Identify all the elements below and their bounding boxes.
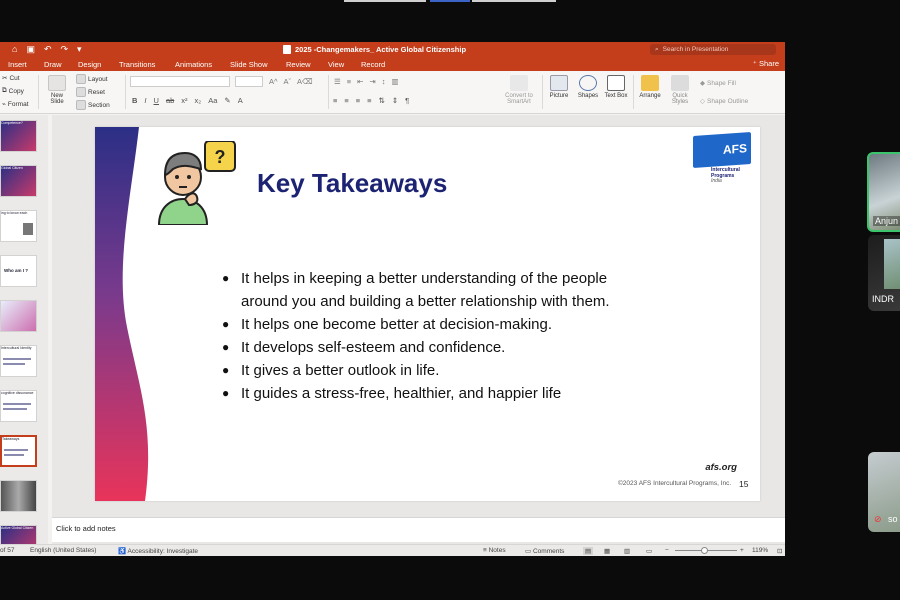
section-label: Section xyxy=(88,101,110,109)
format-label: Format xyxy=(7,100,29,108)
thumbnail-line xyxy=(3,358,31,360)
shape-outline-button[interactable] xyxy=(700,97,748,105)
participant-video-tile[interactable] xyxy=(868,235,900,311)
home-icon[interactable]: ⌂ xyxy=(12,44,18,54)
arrange-label: Arrange xyxy=(639,93,661,99)
thumbnail-text: Takeaways xyxy=(2,437,20,441)
participant-name: so xyxy=(888,514,898,524)
picture-label: Picture xyxy=(549,93,569,99)
thumbnail-text: ing to know each xyxy=(1,211,28,215)
slide-thumbnail[interactable] xyxy=(0,165,37,197)
logo-line: Programs xyxy=(711,172,735,179)
justify-icon[interactable]: ≡ xyxy=(367,96,372,105)
comments-button[interactable] xyxy=(525,547,564,555)
section-button[interactable] xyxy=(76,100,110,110)
divider xyxy=(328,75,329,109)
customize-icon[interactable]: ▾ xyxy=(77,44,82,54)
new-slide-button[interactable] xyxy=(44,75,70,105)
zoom-slider-handle[interactable] xyxy=(701,547,708,554)
thumbnail-text: cognitive dissonance xyxy=(1,391,34,395)
italic-icon[interactable]: I xyxy=(144,96,147,105)
tab-animations[interactable]: Animations xyxy=(175,60,213,69)
accessibility-status[interactable] xyxy=(118,547,198,555)
slide-thumbnail[interactable] xyxy=(0,255,37,287)
fit-slide-icon[interactable]: ⊡ xyxy=(777,548,783,555)
top-tab-indicator-active xyxy=(430,0,470,2)
subscript-icon[interactable]: x₂ xyxy=(194,96,202,105)
notes-input[interactable] xyxy=(52,517,785,542)
notes-label: Notes xyxy=(488,547,506,554)
layout-button[interactable] xyxy=(76,74,108,84)
decrease-indent-icon[interactable]: ⇤ xyxy=(357,77,364,86)
slide-thumbnail[interactable] xyxy=(0,345,37,377)
text-box-button[interactable] xyxy=(603,75,629,99)
shapes-label: Shapes xyxy=(577,93,599,99)
normal-view-icon[interactable]: ▤ xyxy=(585,548,592,555)
participant-name: INDR xyxy=(872,294,894,304)
search-placeholder: Search in Presentation xyxy=(662,46,729,53)
document-title xyxy=(283,45,466,54)
notes-icon: ≡ xyxy=(483,547,487,554)
svg-text:?: ? xyxy=(214,147,226,167)
language-status[interactable]: English (United States) xyxy=(30,547,97,554)
thumbnail-image xyxy=(23,223,33,235)
scissors-icon: ✂ xyxy=(2,75,8,82)
logo-subtitle xyxy=(711,168,740,185)
sorter-view-icon[interactable]: ▦ xyxy=(604,548,611,555)
top-tab-indicator xyxy=(472,0,556,2)
top-tab-indicator xyxy=(344,0,426,2)
cut-label: Cut xyxy=(9,74,20,82)
slide-thumbnail[interactable] xyxy=(0,525,37,545)
bullet-list[interactable] xyxy=(222,267,642,405)
increase-indent-icon[interactable]: ⇥ xyxy=(369,77,376,86)
logo-brand: AFS xyxy=(723,141,747,157)
mic-muted-icon: ⊘ xyxy=(874,514,882,524)
thumbnail-text: Intercultural Identity xyxy=(1,346,32,350)
document-icon xyxy=(283,45,291,54)
bullet-item: ● It helps one become better at decision-making. xyxy=(222,313,642,336)
participant-name: Anjun xyxy=(875,216,899,226)
slide-copyright: ©2023 AFS Intercultural Programs, Inc. xyxy=(618,480,732,487)
tab-design[interactable]: Design xyxy=(78,60,102,69)
divider xyxy=(542,75,543,109)
shapes-icon xyxy=(579,75,597,91)
afs-flag-icon xyxy=(693,132,751,168)
thumbnail-line xyxy=(4,454,24,456)
layout-icon xyxy=(76,74,86,84)
columns-icon[interactable]: ▥ xyxy=(391,77,399,86)
search-icon: ⌕ xyxy=(655,46,659,53)
font-color-icon[interactable]: A xyxy=(237,96,243,105)
slide-thumbnail[interactable] xyxy=(0,300,37,332)
document-title-text: 2025 -Changemakers_ Active Global Citizenship xyxy=(295,45,467,54)
arrange-button[interactable] xyxy=(637,75,663,99)
smartart-icon xyxy=(510,75,528,91)
tab-insert[interactable]: Insert xyxy=(8,60,27,69)
ribbon xyxy=(0,71,785,114)
copy-icon: ⧉ xyxy=(2,87,7,94)
strikethrough-icon[interactable]: ab xyxy=(165,96,175,105)
convert-smartart-button[interactable] xyxy=(500,75,538,105)
tab-view[interactable]: View xyxy=(328,60,345,69)
change-case-icon[interactable]: Aa xyxy=(208,96,218,105)
quick-styles-label: Quick Styles xyxy=(671,93,689,105)
line-spacing-icon[interactable]: ↕ xyxy=(381,77,386,86)
align-left-icon[interactable]: ≡ xyxy=(333,96,338,105)
slideshow-view-icon[interactable]: ▭ xyxy=(646,548,653,555)
slide-thumbnail-selected[interactable] xyxy=(0,435,37,467)
superscript-icon[interactable]: x² xyxy=(181,96,188,105)
comment-icon: ▭ xyxy=(525,548,532,555)
arrange-icon xyxy=(641,75,659,91)
reset-label: Reset xyxy=(88,88,105,96)
format-painter-button[interactable] xyxy=(2,100,29,108)
logo-line: India xyxy=(711,178,722,184)
comments-label: Comments xyxy=(532,548,565,555)
quick-styles-icon xyxy=(671,75,689,91)
title-bar xyxy=(0,42,785,57)
reading-view-icon[interactable]: ▥ xyxy=(624,548,631,555)
text-format-row xyxy=(132,96,243,105)
align-center-icon[interactable]: ≡ xyxy=(344,96,349,105)
tab-transitions[interactable]: Transitions xyxy=(119,60,156,69)
copy-button[interactable] xyxy=(2,87,24,95)
thinking-person-icon xyxy=(155,141,237,225)
share-button[interactable] xyxy=(753,59,779,68)
increase-font-icon[interactable]: A^ xyxy=(269,77,278,86)
redo-icon[interactable]: ↷ xyxy=(60,44,69,54)
text-direction-icon[interactable]: ⇅ xyxy=(378,96,385,105)
bold-icon[interactable]: B xyxy=(132,96,138,105)
divider xyxy=(125,75,126,109)
shape-outline-label: Shape Outline xyxy=(707,97,749,105)
slide-thumbnail[interactable] xyxy=(0,390,37,422)
font-name-input[interactable] xyxy=(130,76,230,87)
slide-number: 15 xyxy=(739,479,749,489)
slide-thumbnail[interactable] xyxy=(0,120,37,152)
bullets-icon[interactable]: ☰ xyxy=(334,77,341,86)
afs-logo xyxy=(693,134,751,192)
paragraph-icon[interactable]: ¶ xyxy=(405,96,410,105)
quick-styles-button[interactable] xyxy=(667,75,693,105)
convert-smartart-label: Convert to SmartArt xyxy=(505,93,533,105)
copy-label: Copy xyxy=(8,87,24,95)
share-label: Share xyxy=(758,59,779,68)
bullet-item: ● It gives a better outlook in life. xyxy=(222,359,642,382)
accessibility-label: Accessibility: Investigate xyxy=(127,548,198,555)
zoom-level[interactable]: 119% xyxy=(752,547,769,554)
list-controls xyxy=(334,77,399,86)
notes-button[interactable] xyxy=(483,547,506,554)
picture-icon xyxy=(550,75,568,91)
tab-draw[interactable]: Draw xyxy=(44,60,62,69)
accessibility-icon: ♿ xyxy=(118,548,127,555)
new-slide-icon xyxy=(48,75,66,91)
font-size-controls xyxy=(269,77,313,86)
thumbnail-line xyxy=(3,408,27,410)
tab-review[interactable]: Review xyxy=(286,60,311,69)
undo-icon[interactable]: ↶ xyxy=(43,44,52,54)
powerpoint-window xyxy=(0,42,785,556)
text-box-label: Text Box xyxy=(604,93,628,99)
thumbnail-text: Global Citizen xyxy=(1,166,23,170)
layout-label: Layout xyxy=(88,75,108,83)
participant-video-tile[interactable] xyxy=(868,452,900,532)
paragraph-row xyxy=(333,96,409,105)
menu-bar xyxy=(0,57,785,71)
person-plus-icon: ⁺ xyxy=(752,59,757,68)
text-box-icon xyxy=(607,75,625,91)
tab-record[interactable]: Record xyxy=(361,60,386,69)
decrease-font-icon[interactable]: Aˇ xyxy=(283,77,292,86)
slide-count: of 57 xyxy=(0,547,15,554)
divider xyxy=(633,75,634,109)
shape-fill-label: Shape Fill xyxy=(707,79,736,87)
paint-bucket-icon: ◆ xyxy=(700,80,705,87)
slide-url: afs.org xyxy=(705,462,737,473)
thumbnail-line xyxy=(3,403,31,405)
font-size-input[interactable] xyxy=(235,76,263,87)
thumbnail-text: Competence? xyxy=(1,121,23,125)
reset-button[interactable] xyxy=(76,87,105,97)
numbering-icon[interactable]: ≡ xyxy=(346,77,352,86)
shape-fill-button[interactable] xyxy=(700,79,736,87)
bullet-item: ● It guides a stress-free, healthier, and happier life xyxy=(222,382,642,405)
logo-line: Intercultural xyxy=(711,167,740,173)
current-slide[interactable] xyxy=(95,127,760,501)
new-slide-label: New Slide xyxy=(50,93,64,105)
slide-title[interactable]: Key Takeaways xyxy=(257,168,448,198)
thumbnail-line xyxy=(3,363,25,365)
section-icon xyxy=(76,100,86,110)
slide-canvas[interactable] xyxy=(52,115,785,556)
brush-icon: ⌁ xyxy=(2,101,6,108)
clear-format-icon[interactable]: A⌫ xyxy=(297,77,313,86)
pen-icon: ◇ xyxy=(700,98,705,105)
zoom-out-icon[interactable]: − xyxy=(665,547,669,554)
slide-thumbnail[interactable] xyxy=(0,480,37,512)
notes-placeholder: Click to add notes xyxy=(56,524,116,533)
divider xyxy=(38,75,39,109)
reset-icon xyxy=(76,87,86,97)
align-text-icon[interactable]: ⇕ xyxy=(391,96,399,105)
participant-video-tile[interactable] xyxy=(867,152,900,232)
zoom-in-icon[interactable]: + xyxy=(740,547,744,554)
bullet-item: ● It helps in keeping a better understanding of the people around you and building a better relationship with them. xyxy=(222,267,642,313)
quick-access-toolbar xyxy=(12,44,82,54)
save-icon[interactable]: ▣ xyxy=(26,44,35,54)
slide-thumbnail[interactable] xyxy=(0,210,37,242)
cut-button[interactable] xyxy=(2,74,20,82)
underline-icon[interactable]: U xyxy=(153,96,159,105)
thumbnail-text: Who am I ? xyxy=(4,268,28,273)
thumbnail-line xyxy=(4,449,28,451)
shapes-button[interactable] xyxy=(575,75,601,99)
tab-slide-show[interactable]: Slide Show xyxy=(230,60,268,69)
thumbnail-pane xyxy=(0,115,48,545)
participant-video-image xyxy=(884,239,900,289)
thumbnail-text: Active Global Citizen xyxy=(1,526,34,530)
search-input[interactable] xyxy=(650,44,776,55)
bullet-item: ● It develops self-esteem and confidence. xyxy=(222,336,642,359)
picture-button[interactable] xyxy=(546,75,572,99)
status-bar xyxy=(0,544,785,556)
align-right-icon[interactable]: ≡ xyxy=(355,96,361,105)
highlight-icon[interactable]: ✎ xyxy=(224,96,231,105)
